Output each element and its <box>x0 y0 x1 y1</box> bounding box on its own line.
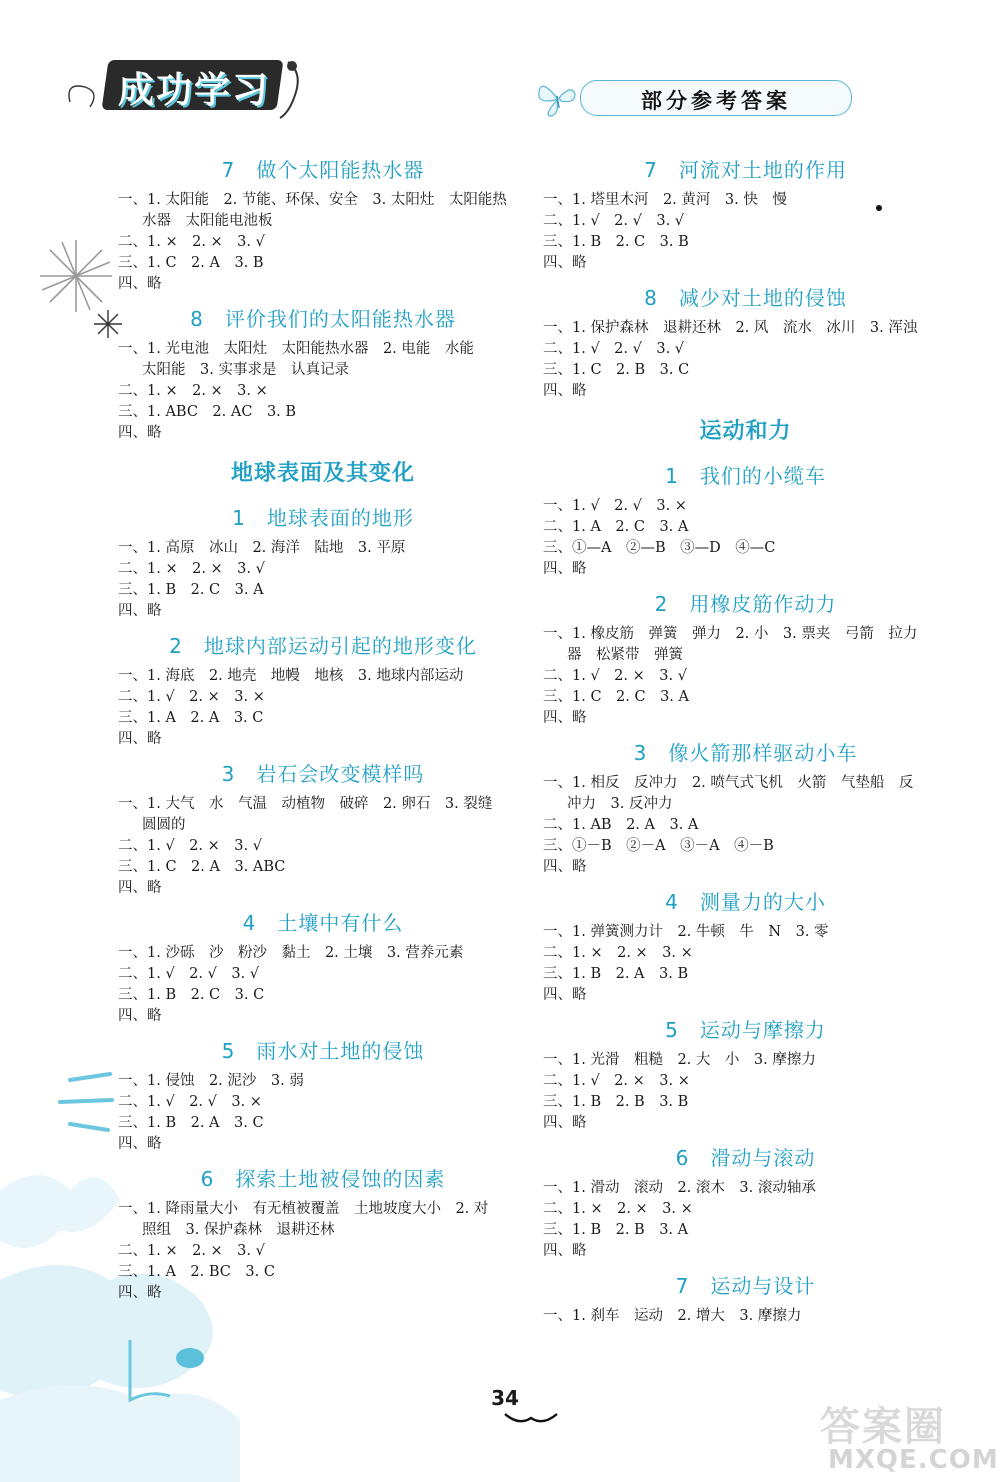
answer-line: 四、略 <box>543 1243 587 1259</box>
answer-line: 一、1. 相反 反冲力 2. 喷气式飞机 火箭 气垫船 反 <box>543 775 914 791</box>
watermark <box>820 1395 1000 1475</box>
answer-line: 二、1. √ 2. √ 3. × <box>118 1094 262 1110</box>
answer-section <box>118 1031 528 1159</box>
answer-line: 三、①—A ②—B ③—D ④—C <box>543 540 776 556</box>
section-title: 3 岩石会改变模样吗 <box>221 762 425 786</box>
answer-line: 三、1. C 2. C 3. A <box>543 689 689 705</box>
answer-line: 四、略 <box>543 987 587 1003</box>
answer-section <box>543 584 948 733</box>
answer-section <box>118 1159 528 1308</box>
answers-header <box>580 80 852 116</box>
section-title: 5 雨水对土地的侵蚀 <box>221 1039 425 1063</box>
flower-ornament-icon <box>36 236 116 316</box>
answer-line: 一、1. 塔里木河 2. 黄河 3. 快 慢 <box>543 192 787 208</box>
answer-line: 三、1. B 2. B 3. A <box>543 1222 689 1238</box>
answer-section <box>543 456 948 584</box>
section-title: 2 用橡皮筋作动力 <box>654 592 837 616</box>
answer-line: 器 松紧带 弹簧 <box>567 647 683 663</box>
answer-line: 二、1. √ 2. √ 3. √ <box>543 213 685 229</box>
page-title: 部分参考答案 <box>641 89 791 113</box>
section-title: 7 河流对土地的作用 <box>644 158 847 182</box>
answer-line: 三、1. B 2. A 3. C <box>118 1115 264 1131</box>
answer-line: 三、1. A 2. A 3. C <box>118 710 264 726</box>
answer-line: 四、略 <box>118 425 162 441</box>
answer-line: 四、略 <box>118 880 162 896</box>
answer-line: 二、1. × 2. × 3. × <box>543 1201 693 1217</box>
section-title: 1 地球表面的地形 <box>232 506 414 530</box>
answer-line: 二、1. × 2. × 3. √ <box>118 1243 265 1259</box>
answer-line: 四、略 <box>543 383 587 399</box>
section-gap <box>118 1304 528 1308</box>
answer-line: 三、1. C 2. B 3. C <box>543 362 690 378</box>
watermark-url: MXQE.COM <box>828 1445 999 1475</box>
answer-section <box>118 754 528 903</box>
watermark-logo: 答案圈 <box>820 1404 946 1450</box>
answer-line: 一、1. 光电池 太阳灶 太阳能热水器 2. 电能 水能 <box>118 341 474 357</box>
answer-line: 一、1. 滑动 滚动 2. 滚木 3. 滚动轴承 <box>543 1180 816 1196</box>
unit-title: 地球表面及其变化 <box>230 460 415 486</box>
answer-line: 二、1. × 2. × 3. √ <box>118 234 265 250</box>
answer-line: 四、略 <box>118 1136 162 1152</box>
answer-line: 三、①－B ②－A ③－A ④－B <box>543 838 774 854</box>
answer-section <box>118 626 528 754</box>
answer-section <box>543 733 948 882</box>
answer-line: 三、1. A 2. BC 3. C <box>118 1264 275 1280</box>
answer-line: 二、1. × 2. × 3. × <box>543 945 693 961</box>
answer-section <box>543 1138 948 1266</box>
answer-section <box>118 903 528 1031</box>
answer-line: 四、略 <box>543 561 587 577</box>
answer-line: 二、1. √ 2. √ 3. √ <box>543 341 685 357</box>
answer-line: 三、1. ABC 2. AC 3. B <box>118 404 297 420</box>
answer-line: 一、1. 保护森林 退耕还林 2. 风 流水 冰川 3. 浑浊 <box>543 320 918 336</box>
answer-section <box>118 498 528 626</box>
answer-section <box>118 150 528 299</box>
answer-line: 三、1. B 2. C 3. B <box>543 234 689 250</box>
right-column <box>543 150 948 1331</box>
answer-line: 一、1. 沙砾 沙 粉沙 黏土 2. 土壤 3. 营养元素 <box>118 945 464 961</box>
answer-line: 二、1. × 2. × 3. × <box>118 383 268 399</box>
answer-line: 四、略 <box>543 710 587 726</box>
answer-line: 二、1. A 2. C 3. A <box>543 519 689 535</box>
section-title: 8 减少对土地的侵蚀 <box>644 286 847 310</box>
answer-section <box>543 882 948 1010</box>
answer-line: 三、1. B 2. B 3. B <box>543 1094 689 1110</box>
butterfly-icon <box>535 74 579 120</box>
section-title: 7 做个太阳能热水器 <box>221 158 425 182</box>
page-number: 34 <box>491 1386 519 1410</box>
answer-line: 一、1. 橡皮筋 弹簧 弹力 2. 小 3. 票夹 弓箭 拉力 <box>543 626 918 642</box>
answer-line: 照组 3. 保护森林 退耕还林 <box>142 1222 335 1238</box>
left-column <box>118 150 528 1308</box>
ink-dot <box>876 205 882 211</box>
section-title: 3 像火箭那样驱动小车 <box>633 741 858 765</box>
answer-line: 四、略 <box>543 859 587 875</box>
unit-title: 运动和力 <box>699 418 792 444</box>
answer-line: 三、1. C 2. A 3. ABC <box>118 859 286 875</box>
logo <box>60 52 310 132</box>
answer-line: 三、1. B 2. C 3. A <box>118 582 264 598</box>
answer-section <box>543 150 948 278</box>
section-title: 7 运动与设计 <box>675 1274 816 1298</box>
answer-section <box>543 1266 948 1331</box>
answer-line: 一、1. 海底 2. 地壳 地幔 地核 3. 地球内部运动 <box>118 668 464 684</box>
answer-line: 四、略 <box>118 1008 162 1024</box>
answer-line: 二、1. × 2. × 3. √ <box>118 561 265 577</box>
answer-line: 太阳能 3. 实事求是 认真记录 <box>142 362 349 378</box>
section-title: 8 评价我们的太阳能热水器 <box>190 307 456 331</box>
answer-line: 一、1. 高原 冰山 2. 海洋 陆地 3. 平原 <box>118 540 406 556</box>
section-title: 2 地球内部运动引起的地形变化 <box>169 634 477 658</box>
section-title: 6 滑动与滚动 <box>675 1146 816 1170</box>
answer-line: 二、1. √ 2. × 3. √ <box>118 838 262 854</box>
section-title: 4 测量力的大小 <box>665 890 826 914</box>
answer-line: 水器 太阳能电池板 <box>142 213 273 229</box>
answer-line: 一、1. 太阳能 2. 节能、环保、安全 3. 太阳灶 太阳能热 <box>118 192 507 208</box>
answer-line: 四、略 <box>118 1285 162 1301</box>
answer-line: 一、1. 侵蚀 2. 泥沙 3. 弱 <box>118 1073 304 1089</box>
answer-line: 四、略 <box>118 276 162 292</box>
section-title: 4 土壤中有什么 <box>242 911 404 935</box>
answer-line: 二、1. √ 2. × 3. × <box>118 689 265 705</box>
logo-text: 成功学习 <box>118 70 271 111</box>
answer-line: 二、1. AB 2. A 3. A <box>543 817 699 833</box>
answer-line: 冲力 3. 反冲力 <box>567 796 673 812</box>
section-title: 1 我们的小缆车 <box>665 464 826 488</box>
answer-line: 一、1. √ 2. √ 3. × <box>543 498 687 514</box>
answer-section <box>118 299 528 448</box>
answer-line: 四、略 <box>118 731 162 747</box>
answer-line: 四、略 <box>543 1115 587 1131</box>
answer-line: 一、1. 降雨量大小 有无植被覆盖 土地坡度大小 2. 对 <box>118 1201 489 1217</box>
answer-line: 三、1. B 2. C 3. C <box>118 987 265 1003</box>
answer-line: 一、1. 刹车 运动 2. 增大 3. 摩擦力 <box>543 1308 802 1324</box>
answer-line: 圆圆的 <box>142 817 186 833</box>
section-title: 5 运动与摩擦力 <box>665 1018 826 1042</box>
answer-line: 四、略 <box>543 255 587 271</box>
answer-line: 二、1. √ 2. √ 3. √ <box>118 966 260 982</box>
answer-line: 一、1. 光滑 粗糙 2. 大 小 3. 摩擦力 <box>543 1052 816 1068</box>
answer-line: 一、1. 弹簧测力计 2. 牛顿 牛 N 3. 零 <box>543 924 829 940</box>
page-ornament-icon <box>503 1410 559 1426</box>
section-gap <box>543 1327 948 1331</box>
answer-line: 四、略 <box>118 603 162 619</box>
answer-line: 二、1. √ 2. × 3. √ <box>543 668 687 684</box>
section-title: 6 探索土地被侵蚀的因素 <box>200 1167 446 1191</box>
answer-section <box>543 278 948 406</box>
answer-line: 三、1. C 2. A 3. B <box>118 255 264 271</box>
answer-section <box>543 1010 948 1138</box>
answer-line: 一、1. 大气 水 气温 动植物 破碎 2. 卵石 3. 裂缝 <box>118 796 493 812</box>
answer-line: 三、1. B 2. A 3. B <box>543 966 689 982</box>
answer-line: 二、1. √ 2. × 3. × <box>543 1073 690 1089</box>
